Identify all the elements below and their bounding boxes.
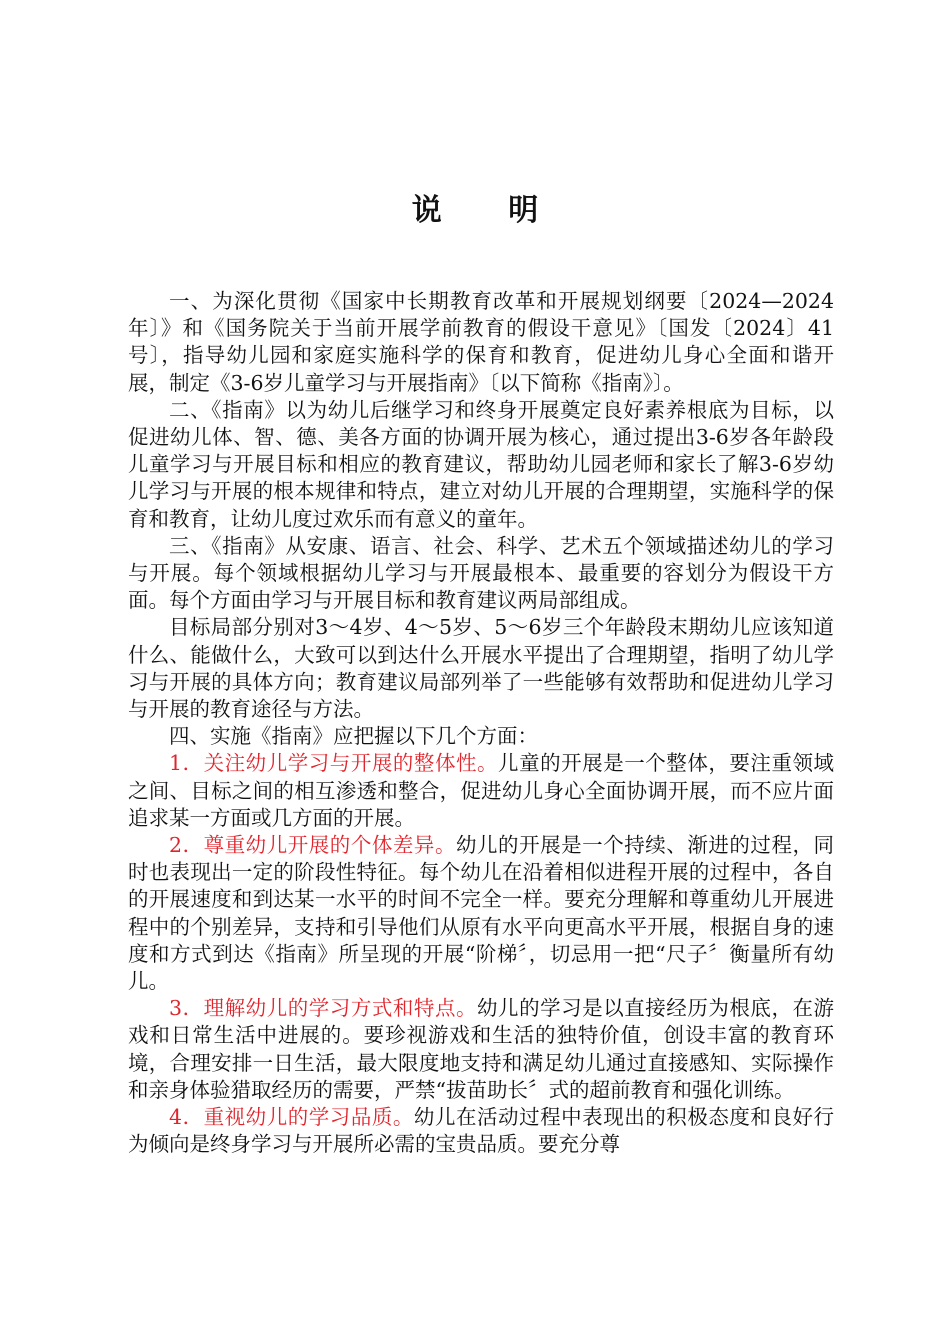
list-item-1 xyxy=(128,750,834,832)
list-item-3 xyxy=(128,995,834,1104)
paragraph-1: 一、为深化贯彻《国家中长期教育改革和开展规划纲要〔2024—2024年〕》和《国务院关于当前开展学前教育的假设干意见》〔国发〔2024〕41号〕，指导幼儿园和家庭实施科学的保育和教育，促进幼儿身心全面和谐开展，制定《3-6岁儿童学习与开展指南》〔以下简称《指南》〕。 xyxy=(128,289,834,395)
paragraph-5: 四、实施《指南》应把握以下几个方面： xyxy=(169,724,538,749)
list-item-4 xyxy=(128,1104,834,1158)
list-item-4-text: 幼儿在活动过程中表现出的积极态度和良好行为倾向是终身学习与开展所必需的宝贵品质。要充分尊 xyxy=(128,1105,835,1157)
list-item-1-heading: 1．关注幼儿学习与开展的整体性。 xyxy=(169,751,499,776)
list-item-1-text: 儿童的开展是一个整体，要注重领域之间、目标之间的相互渗透和整合，促进幼儿身心全面协调开展，而不应片面追求某一方面或几方面的开展。 xyxy=(128,751,835,830)
list-item-3-heading: 3．理解幼儿的学习方式和特点。 xyxy=(169,996,478,1021)
list-item-2 xyxy=(128,832,834,995)
list-item-2-text: 幼儿的开展是一个持续、渐进的过程，同时也表现出一定的阶段性特征。每个幼儿在沿着相似进程开展的过程中，各自的开展速度和到达某一水平的时间不完全一样。要充分理解和尊重幼儿开展进程中的个别差异，支持和引导他们从原有水平向更高水平开展，根据自身的速度和方式到达《指南》所呈现的开展“阶梯〞，切忌用一把“尺子〞衡量所有幼儿。 xyxy=(128,833,835,994)
list-item-4-heading: 4．重视幼儿的学习品质。 xyxy=(169,1105,414,1130)
page-title: 说 明 xyxy=(411,193,567,228)
paragraph-4: 目标局部分别对3～4岁、4～5岁、5～6岁三个年龄段末期幼儿应该知道什么、能做什么，大致可以到达什么开展水平提出了合理期望，指明了幼儿学习与开展的具体方向；教育建议局部列举了一些能够有效帮助和促进幼儿学习与开展的教育途径与方法。 xyxy=(128,615,834,722)
document-body xyxy=(128,288,834,1159)
list-item-2-heading: 2．尊重幼儿开展的个体差异。 xyxy=(169,833,456,858)
list-item-3-text: 幼儿的学习是以直接经历为根底，在游戏和日常生活中进展的。要珍视游戏和生活的独特价值，创设丰富的教育环境，合理安排一日生活，最大限度地支持和满足幼儿通过直接感知、实际操作和亲身体验猎取经历的需要，严禁“拔苗助长〞式的超前教育和强化训练。 xyxy=(128,996,835,1102)
paragraph-2: 二、《指南》以为幼儿后继学习和终身开展奠定良好素养根底为目标，以促进幼儿体、智、德、美各方面的协调开展为核心，通过提出3-6岁各年龄段儿童学习与开展目标和相应的教育建议，帮助幼儿园老师和家长了解3-6岁幼儿学习与开展的根本规律和特点，建立对幼儿开展的合理期望，实施科学的保育和教育，让幼儿度过欢乐而有意义的童年。 xyxy=(128,397,834,531)
paragraph-3: 三、《指南》从安康、语言、社会、科学、艺术五个领域描述幼儿的学习与开展。每个领域根据幼儿学习与开展最根本、最重要的容划分为假设干方面。每个方面由学习与开展目标和教育建议两局部组成。 xyxy=(128,533,834,613)
